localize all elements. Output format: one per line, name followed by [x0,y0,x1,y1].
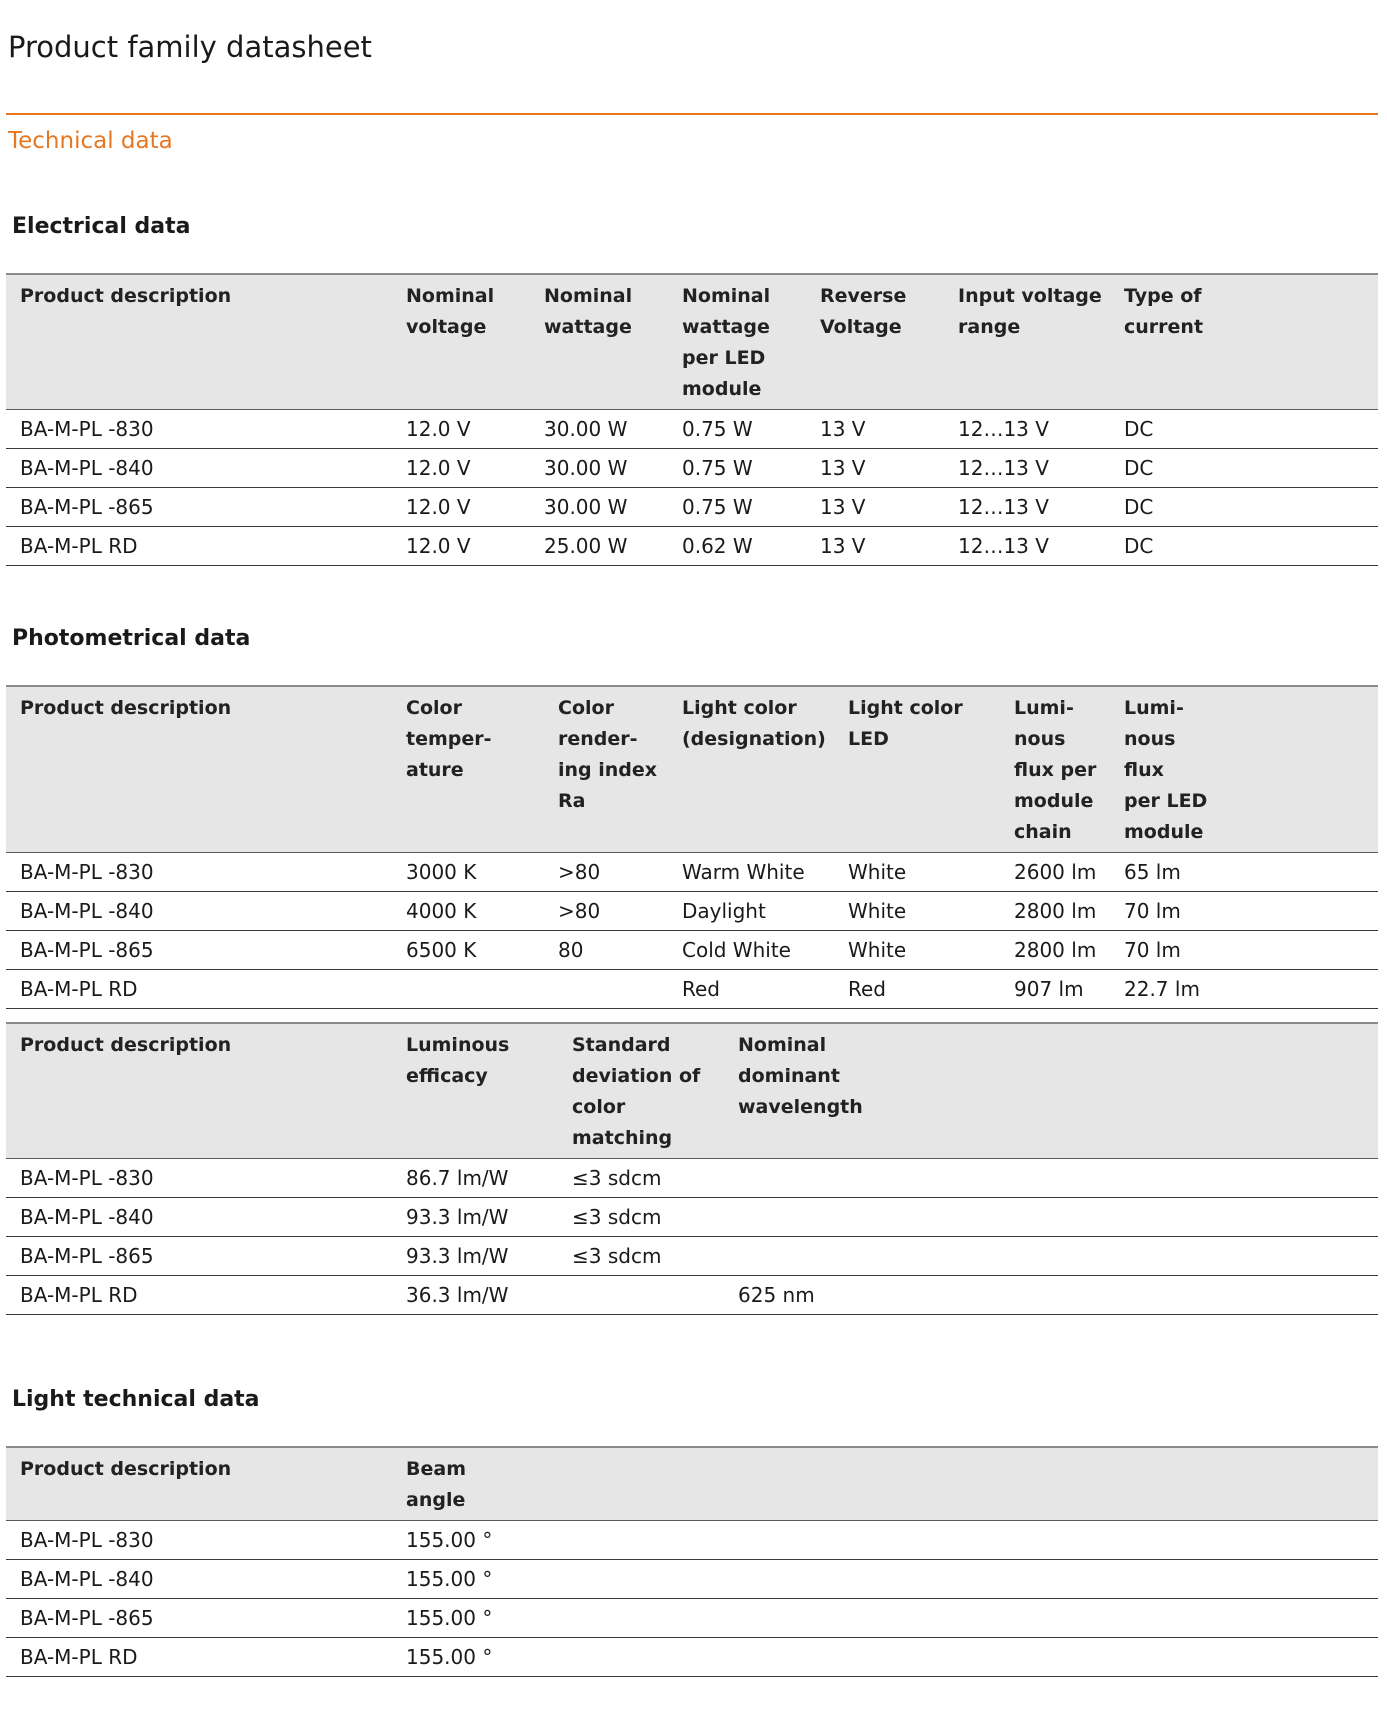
table-cell [724,1159,890,1198]
col-header: Reverse Voltage [806,274,944,410]
table-cell: 12…13 V [944,527,1110,566]
table-cell: BA-M-PL -840 [6,892,392,931]
table-cell: 0.75 W [668,488,806,527]
table-cell [1230,527,1378,566]
table-cell: DC [1110,527,1230,566]
col-header: Product description [6,686,392,853]
table-cell: 155.00 ° [392,1599,544,1638]
table-cell [1228,970,1378,1009]
table-cell: 4000 K [392,892,544,931]
col-header: Input voltage range [944,274,1110,410]
table-cell: BA-M-PL RD [6,970,392,1009]
table-cell [890,1237,1378,1276]
table-row [6,1599,1378,1638]
table-cell: 155.00 ° [392,1521,544,1560]
table-cell: BA-M-PL -830 [6,1159,392,1198]
table-cell: 30.00 W [530,410,668,449]
table-cell: BA-M-PL -830 [6,1521,392,1560]
col-header: Light color (designation) [668,686,834,853]
table-cell: 70 lm [1110,892,1228,931]
table-row [6,488,1378,527]
table-cell: BA-M-PL -840 [6,449,392,488]
table-cell: 625 nm [724,1276,890,1315]
table-cell: 907 lm [1000,970,1110,1009]
table-cell: Red [834,970,1000,1009]
col-header: Standard deviation of color matching [558,1023,724,1159]
table-cell: >80 [544,892,668,931]
col-header: Product description [6,1447,392,1521]
table-cell: BA-M-PL -830 [6,410,392,449]
table-cell: 13 V [806,488,944,527]
table-cell: 30.00 W [530,488,668,527]
table-cell: 12…13 V [944,449,1110,488]
table-cell: BA-M-PL -840 [6,1198,392,1237]
col-header: Nominal wattage per LED module [668,274,806,410]
table-cell: BA-M-PL -865 [6,1599,392,1638]
table-row [6,527,1378,566]
col-header: Luminous efficacy [392,1023,558,1159]
table-cell: 30.00 W [530,449,668,488]
col-header: Nominal voltage [392,274,530,410]
table-row [6,410,1378,449]
table-cell: 70 lm [1110,931,1228,970]
table-row [6,1159,1378,1198]
table-cell: DC [1110,449,1230,488]
table-cell [558,1276,724,1315]
table-cell: DC [1110,410,1230,449]
col-header: Lumi- nous flux per module chain [1000,686,1110,853]
table-header-row [6,686,1378,853]
col-header [890,1023,1378,1159]
table-cell: 0.75 W [668,410,806,449]
table-cell: 12.0 V [392,410,530,449]
table-cell: 12.0 V [392,449,530,488]
title-divider [6,113,1378,115]
col-header: Light color LED [834,686,1000,853]
table-cell: Red [668,970,834,1009]
table-cell [544,970,668,1009]
table-cell: 2800 lm [1000,931,1110,970]
table-row [6,1521,1378,1560]
table-cell [1228,931,1378,970]
table-cell: 13 V [806,410,944,449]
table-cell: White [834,892,1000,931]
table-row [6,1276,1378,1315]
table-row [6,1237,1378,1276]
table-cell [544,1560,1378,1599]
table-cell: 3000 K [392,853,544,892]
table-cell: 22.7 lm [1110,970,1228,1009]
table-cell: White [834,853,1000,892]
table-cell: 155.00 ° [392,1638,544,1677]
photometrical-data-heading: Photometrical data [12,626,251,651]
table-cell: BA-M-PL RD [6,1276,392,1315]
table-cell: 12…13 V [944,410,1110,449]
table-cell [544,1599,1378,1638]
table-cell: 12.0 V [392,527,530,566]
col-header: Nominal wattage [530,274,668,410]
table-cell: ≤3 sdcm [558,1159,724,1198]
col-header: Color render- ing index Ra [544,686,668,853]
table-cell [1230,488,1378,527]
table-cell: BA-M-PL -840 [6,1560,392,1599]
table-cell [544,1638,1378,1677]
table-cell: BA-M-PL RD [6,1638,392,1677]
table-cell: White [834,931,1000,970]
table-cell: BA-M-PL -865 [6,1237,392,1276]
table-cell [1228,892,1378,931]
table-cell [890,1198,1378,1237]
table-cell: 93.3 lm/W [392,1198,558,1237]
table-cell [1230,410,1378,449]
table-cell: ≤3 sdcm [558,1237,724,1276]
col-header: Beam angle [392,1447,544,1521]
table-cell: 65 lm [1110,853,1228,892]
table-cell: Daylight [668,892,834,931]
table-cell: 25.00 W [530,527,668,566]
table-row [6,1198,1378,1237]
col-header: Color temper- ature [392,686,544,853]
table-row [6,853,1378,892]
table-cell: 6500 K [392,931,544,970]
table-cell: 2600 lm [1000,853,1110,892]
table-header-row [6,1023,1378,1159]
table-cell [890,1276,1378,1315]
table-cell [724,1237,890,1276]
table-cell: 36.3 lm/W [392,1276,558,1315]
page-title: Product family datasheet [8,30,372,64]
col-header: Type of current [1110,274,1230,410]
table-cell: ≤3 sdcm [558,1198,724,1237]
table-cell [1228,853,1378,892]
table-row [6,1638,1378,1677]
table-header-row [6,274,1378,410]
photometrical-data-table-2 [6,1022,1378,1315]
table-cell: 0.62 W [668,527,806,566]
col-header: Product description [6,1023,392,1159]
table-cell: DC [1110,488,1230,527]
col-header [1228,686,1378,853]
table-cell: Cold White [668,931,834,970]
light-technical-data-heading: Light technical data [12,1387,260,1412]
table-row [6,1560,1378,1599]
electrical-data-table [6,273,1378,566]
table-cell: 86.7 lm/W [392,1159,558,1198]
col-header: Product description [6,274,392,410]
col-header: Nominal dominant wavelength [724,1023,890,1159]
table-row [6,892,1378,931]
table-cell: 80 [544,931,668,970]
electrical-data-heading: Electrical data [12,214,191,239]
section-title: Technical data [8,128,173,154]
table-cell: 13 V [806,449,944,488]
table-cell [724,1198,890,1237]
table-cell: >80 [544,853,668,892]
table-cell: 93.3 lm/W [392,1237,558,1276]
table-cell [392,970,544,1009]
table-cell [1230,449,1378,488]
table-row [6,970,1378,1009]
col-header [1230,274,1378,410]
table-cell: BA-M-PL -865 [6,488,392,527]
table-cell: 12…13 V [944,488,1110,527]
table-cell [544,1521,1378,1560]
table-cell: BA-M-PL -865 [6,931,392,970]
col-header [544,1447,1378,1521]
table-cell: BA-M-PL -830 [6,853,392,892]
table-cell: 155.00 ° [392,1560,544,1599]
table-cell: 13 V [806,527,944,566]
table-cell: 12.0 V [392,488,530,527]
table-cell: Warm White [668,853,834,892]
photometrical-data-table [6,685,1378,1009]
table-cell [890,1159,1378,1198]
table-cell: BA-M-PL RD [6,527,392,566]
table-row [6,449,1378,488]
table-header-row [6,1447,1378,1521]
table-cell: 0.75 W [668,449,806,488]
light-technical-data-table [6,1446,1378,1677]
table-row [6,931,1378,970]
col-header: Lumi- nous flux per LED module [1110,686,1228,853]
table-cell: 2800 lm [1000,892,1110,931]
